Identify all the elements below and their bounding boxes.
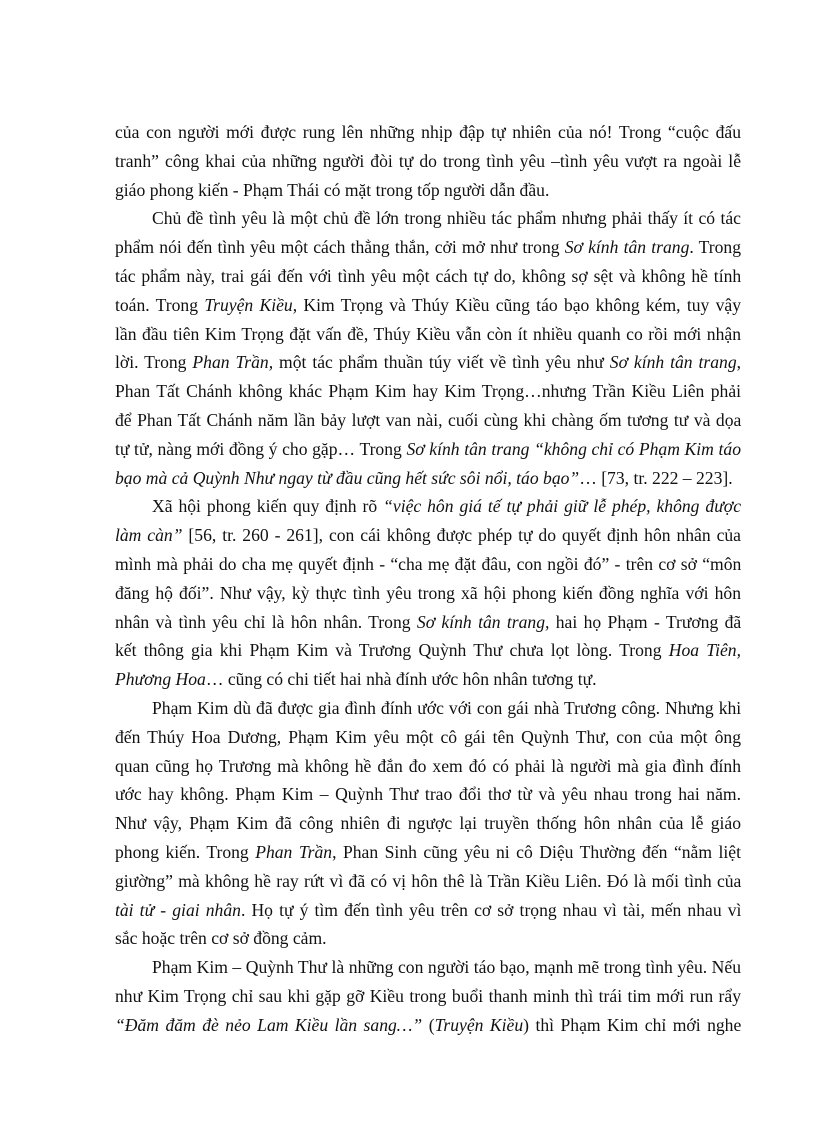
text-run: của con người mới được rung lên những nhịp đập tự nhiên của nó! Trong “cuộc đấu: [115, 122, 741, 142]
text-run: . Họ tự ý tìm đến tình yêu trên cơ sở trọng nhau vì tài, mến nhau vì: [240, 899, 742, 920]
text-run: kết thông gia khi Phạm Kim và Trương Quỳnh Thư chưa lọt lòng. Trong: [115, 640, 669, 661]
text-line: [115, 233, 741, 262]
paragraph: [115, 492, 741, 694]
paragraph: [115, 204, 741, 492]
text-run: ước hay không. Phạm Kim – Quỳnh Thư trao đổi thơ từ và yêu nhau trong hai năm.: [115, 784, 741, 805]
italic-text: làm càn”: [115, 525, 183, 546]
text-line: [115, 665, 741, 694]
text-run: nhân và tình yêu chỉ là hôn nhân. Trong: [115, 611, 417, 632]
text-line: [115, 348, 741, 377]
text-run: toán. Trong: [115, 294, 205, 315]
text-line: [115, 1011, 741, 1040]
text-run: Xã hội phong kiến quy định rõ: [152, 496, 384, 517]
text-line: [115, 896, 741, 925]
text-line: [115, 291, 741, 320]
text-run: … cũng có chi tiết hai nhà đính ước hôn nhân tương tự.: [205, 669, 597, 690]
italic-text: Phan Trần: [255, 841, 333, 862]
text-run: quan cũng họ Trương mà không hề đắn đo xem đó có phải là người mà gia đình đính: [115, 755, 741, 776]
text-line: [115, 464, 741, 493]
text-run: giáo phong kiến - Phạm Thái có mặt trong tốp người dẫn đầu.: [115, 179, 550, 200]
italic-text: Sơ kính tân trang “không chỉ có Phạm Kim táo: [406, 438, 741, 459]
text-line: [115, 550, 741, 579]
text-line: [115, 176, 741, 205]
text-run: Phan Tất Chánh không khác Phạm Kim hay Kim Trọng…nhưng Trần Kiều Liên phải: [115, 381, 742, 402]
italic-text: Sơ kính tân trang: [609, 352, 737, 373]
text-run: đăng hộ đối”. Như vậy, kỳ thực tình yêu trong xã hội phong kiến đồng nghĩa với hôn: [115, 582, 741, 603]
italic-text: Truyện Kiều: [204, 294, 293, 315]
text-line: [115, 838, 741, 867]
text-line: [115, 320, 741, 349]
text-line: [115, 924, 741, 953]
text-line: [115, 406, 741, 435]
text-line: [115, 521, 741, 550]
text-run: hai họ Phạm - Trương đã: [549, 611, 742, 632]
italic-text: Sơ kính tân trang,: [416, 611, 550, 632]
text-line: [115, 953, 741, 982]
text-run: ) thì Phạm Kim chỉ mới nghe: [523, 1014, 742, 1035]
text-line: [115, 118, 741, 147]
paragraph: [115, 118, 741, 204]
text-run: Phạm Kim – Quỳnh Thư là những con người táo bạo, mạnh mẽ trong tình yêu. Nếu: [152, 957, 741, 978]
text-run: tranh” công khai của những người đòi tự do trong tình yêu –tình yêu vượt ra ngoài lễ: [115, 150, 741, 171]
text-line: [115, 780, 741, 809]
text-run: lần đầu tiên Kim Trọng đặt vấn đề, Thúy Kiều vẫn còn ít nhiều quanh co rồi mới nhận: [115, 323, 741, 344]
text-run: phong kiến. Trong: [115, 841, 256, 862]
text-run: giường” mà không hề ray rứt vì đã có vị hôn thê là Trần Kiều Liên. Đó là mối tình của: [115, 870, 742, 891]
text-run: lời. Trong: [115, 352, 193, 373]
text-run: tự tử, nàng mới đồng ý cho gặp… Trong: [115, 438, 407, 459]
text-run: . Trong: [689, 237, 742, 258]
text-line: [115, 809, 741, 838]
text-run: [56, tr. 260 - 261], con cái không được phép tự do quyết định hôn nhân của: [182, 525, 741, 546]
italic-text: bạo mà cả Quỳnh Như ngay từ đầu cũng hết sức sôi nổi, táo bạo”: [115, 467, 580, 488]
text-run: ,: [736, 352, 742, 373]
text-line: [115, 636, 741, 665]
text-line: [115, 608, 741, 637]
text-run: … [73, tr. 222 – 223].: [579, 467, 733, 488]
text-run: tác phẩm này, trai gái đến với tình yêu một cách tự do, không sợ sệt và không hề tính: [115, 265, 742, 286]
document-body: [115, 118, 741, 1040]
italic-text: “Đăm đăm đè nẻo Lam Kiều lần sang…”: [115, 1014, 423, 1035]
italic-text: Phan Trần,: [192, 352, 274, 373]
italic-text: tài tử - giai nhân: [115, 899, 241, 920]
text-line: [115, 694, 741, 723]
text-run: Như vậy, Phạm Kim đã công nhiên đi ngược lại truyền thống hôn nhân của lễ giáo: [115, 813, 741, 834]
text-line: [115, 579, 741, 608]
italic-text: “việc hôn giá tế tự phải giữ lễ phép, không được: [383, 496, 742, 517]
italic-text: Sơ kính tân trang: [564, 237, 690, 258]
italic-text: Phương Hoa: [115, 669, 206, 690]
text-run: Phạm Kim dù đã được gia đình đính ước với con gái nhà Trương công. Nhưng khi: [152, 697, 742, 718]
text-line: [115, 723, 741, 752]
text-line: [115, 262, 741, 291]
text-run: sắc hoặc trên cơ sở đồng cảm.: [115, 928, 327, 949]
text-line: [115, 377, 741, 406]
text-run: , Phan Sinh cũng yêu ni cô Diệu Thường đến “nằm liệt: [332, 841, 742, 862]
text-line: [115, 752, 741, 781]
text-run: một tác phẩm thuần túy viết về tình yêu như: [273, 352, 610, 373]
text-run: như Kim Trọng chỉ sau khi gặp gỡ Kiều trong buổi thanh minh thì trái tim mới run rẩy: [115, 985, 741, 1006]
text-line: [115, 492, 741, 521]
text-run: mình mà phải do cha mẹ quyết định - “cha mẹ đặt đâu, con ngồi đó” - trên cơ sở “môn: [115, 553, 742, 574]
text-line: [115, 867, 741, 896]
paragraph: [115, 953, 741, 1039]
text-run: , Kim Trọng và Thúy Kiều cũng táo bạo không kém, tuy vậy: [292, 294, 742, 315]
text-line: [115, 147, 741, 176]
paragraph: [115, 694, 741, 953]
italic-text: Truyện Kiều: [434, 1014, 524, 1035]
text-line: [115, 204, 741, 233]
text-run: (: [422, 1014, 435, 1035]
text-run: đến Thúy Hoa Dương, Phạm Kim yêu một cô gái tên Quỳnh Thư, con của một ông: [115, 726, 741, 747]
text-line: [115, 435, 741, 464]
text-run: phẩm nói đến tình yêu một cách thẳng thắn, cởi mở như trong: [115, 237, 565, 258]
italic-text: Hoa Tiên,: [668, 640, 741, 661]
text-run: để Phan Tất Chánh năm lần bảy lượt van nài, cuối cùng khi chàng ốm tương tư và dọa: [115, 409, 742, 430]
text-line: [115, 982, 741, 1011]
text-run: Chủ đề tình yêu là một chủ đề lớn trong nhiều tác phẩm nhưng phải thấy ít có tác: [152, 208, 741, 229]
